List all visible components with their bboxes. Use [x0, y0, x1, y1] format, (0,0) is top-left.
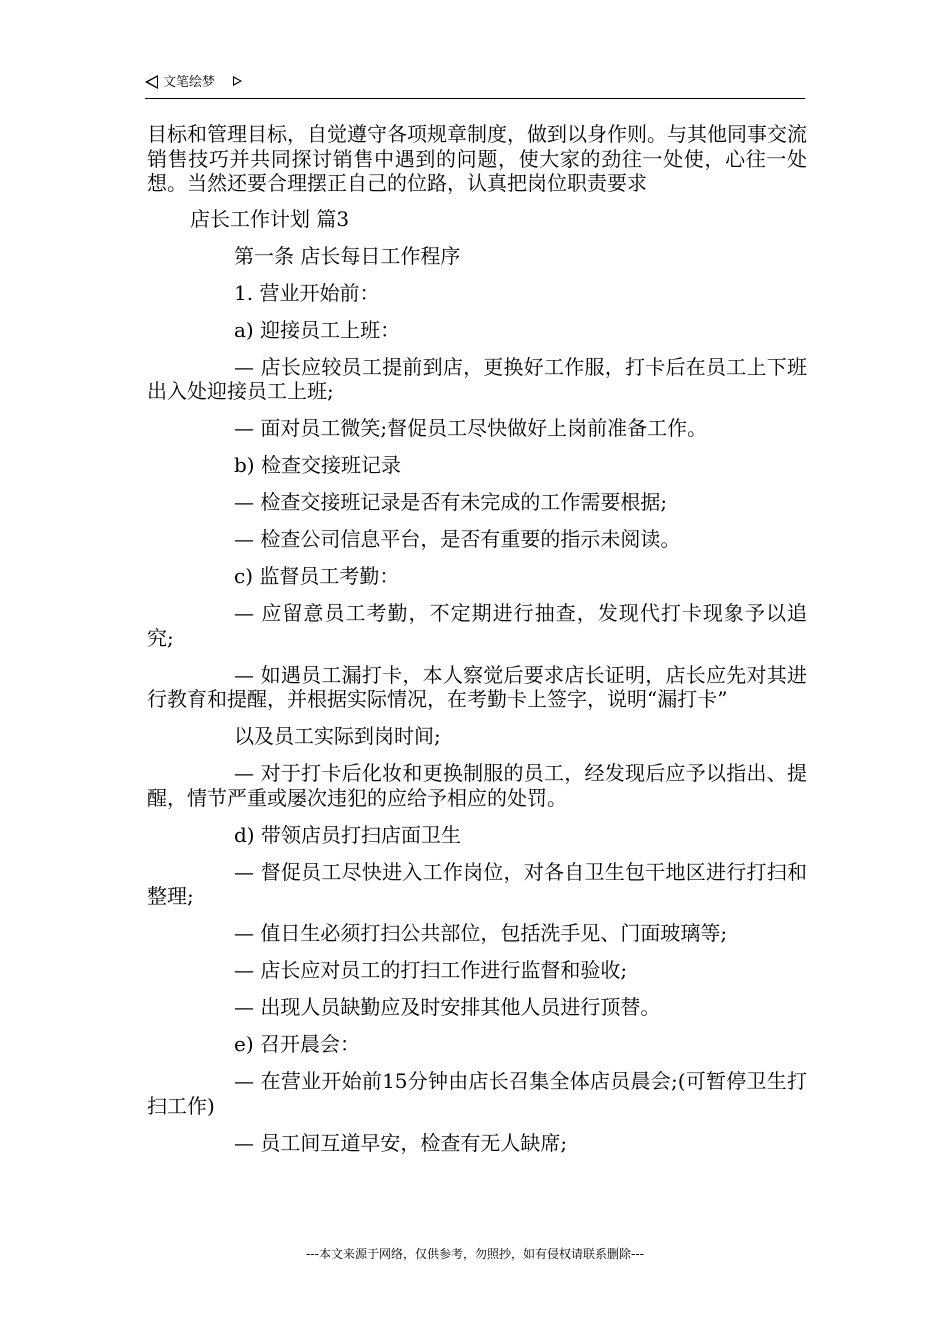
bullet-item: — 检查公司信息平台，是否有重要的指示未阅读。	[234, 527, 681, 551]
subsection-heading: e) 召开晨会：	[234, 1032, 360, 1056]
triangle-left-icon	[145, 75, 158, 89]
article-title: 第一条 店长每日工作程序	[234, 243, 461, 268]
subsection-heading: a) 迎接员工上班：	[234, 317, 401, 342]
subsection-heading: c) 监督员工考勤：	[234, 564, 400, 588]
bullet-item: — 督促员工尽快进入工作岗位，对各自卫生包干地区进行打扫和整理;	[147, 859, 807, 908]
bullet-item: — 应留意员工考勤，不定期进行抽查，发现代打卡现象予以追究;	[147, 601, 807, 650]
step-heading: 1. 营业开始前：	[234, 280, 380, 305]
subsection-heading: b) 检查交接班记录	[234, 453, 401, 477]
bullet-item: — 出现人员缺勤应及时安排其他人员进行顶替。	[234, 995, 661, 1019]
document-body	[147, 122, 807, 1168]
bullet-item: — 值日生必须打扫公共部位，包括洗手见、门面玻璃等;	[234, 921, 728, 945]
page-footer: ---本文来源于网络，仅供参考，勿照抄，如有侵权请联系删除---	[306, 1247, 644, 1261]
bullet-item: — 员工间互道早安，检查有无人缺席;	[234, 1130, 568, 1155]
bullet-item: — 店长应较员工提前到店，更换好工作服，打卡后在员工上下班出入处迎接员工上班;	[147, 354, 807, 403]
bullet-continuation: 以及员工实际到岗时间;	[234, 724, 441, 748]
page-header	[145, 72, 805, 99]
bullet-item: — 检查交接班记录是否有未完成的工作需要根据;	[234, 490, 668, 514]
paragraph-continuation: 目标和管理目标，自觉遵守各项规章制度，做到以身作则。与其他同事交流销售技巧并共同探讨销售中遇到的问题，使大家的劲往一处使，心往一处想。当然还要合理摆正自己的位路，认真把岗位职责要求	[147, 122, 807, 195]
bullet-item: — 对于打卡后化妆和更换制服的员工，经发现后应予以指出、提醒，情节严重或屡次违犯的应给予相应的处罚。	[147, 761, 807, 810]
bullet-item: — 面对员工微笑;督促员工尽快做好上岗前准备工作。	[234, 416, 708, 440]
header-brand: 文笔绘梦	[163, 75, 216, 90]
section-title: 店长工作计划 篇3	[190, 206, 350, 231]
bullet-item: — 店长应对员工的打扫工作进行监督和验收;	[234, 958, 628, 982]
subsection-heading: d) 带领店员打扫店面卫生	[234, 822, 461, 847]
bullet-item: — 如遇员工漏打卡，本人察觉后要求店长证明，店长应先对其进行教育和提醒，并根据实际情况，在考勤卡上签字，说明“漏打卡”	[147, 662, 807, 711]
triangle-right-icon	[233, 76, 242, 86]
bullet-item: — 在营业开始前15分钟由店长召集全体店员晨会;(可暂停卫生打扫工作)	[147, 1069, 807, 1118]
